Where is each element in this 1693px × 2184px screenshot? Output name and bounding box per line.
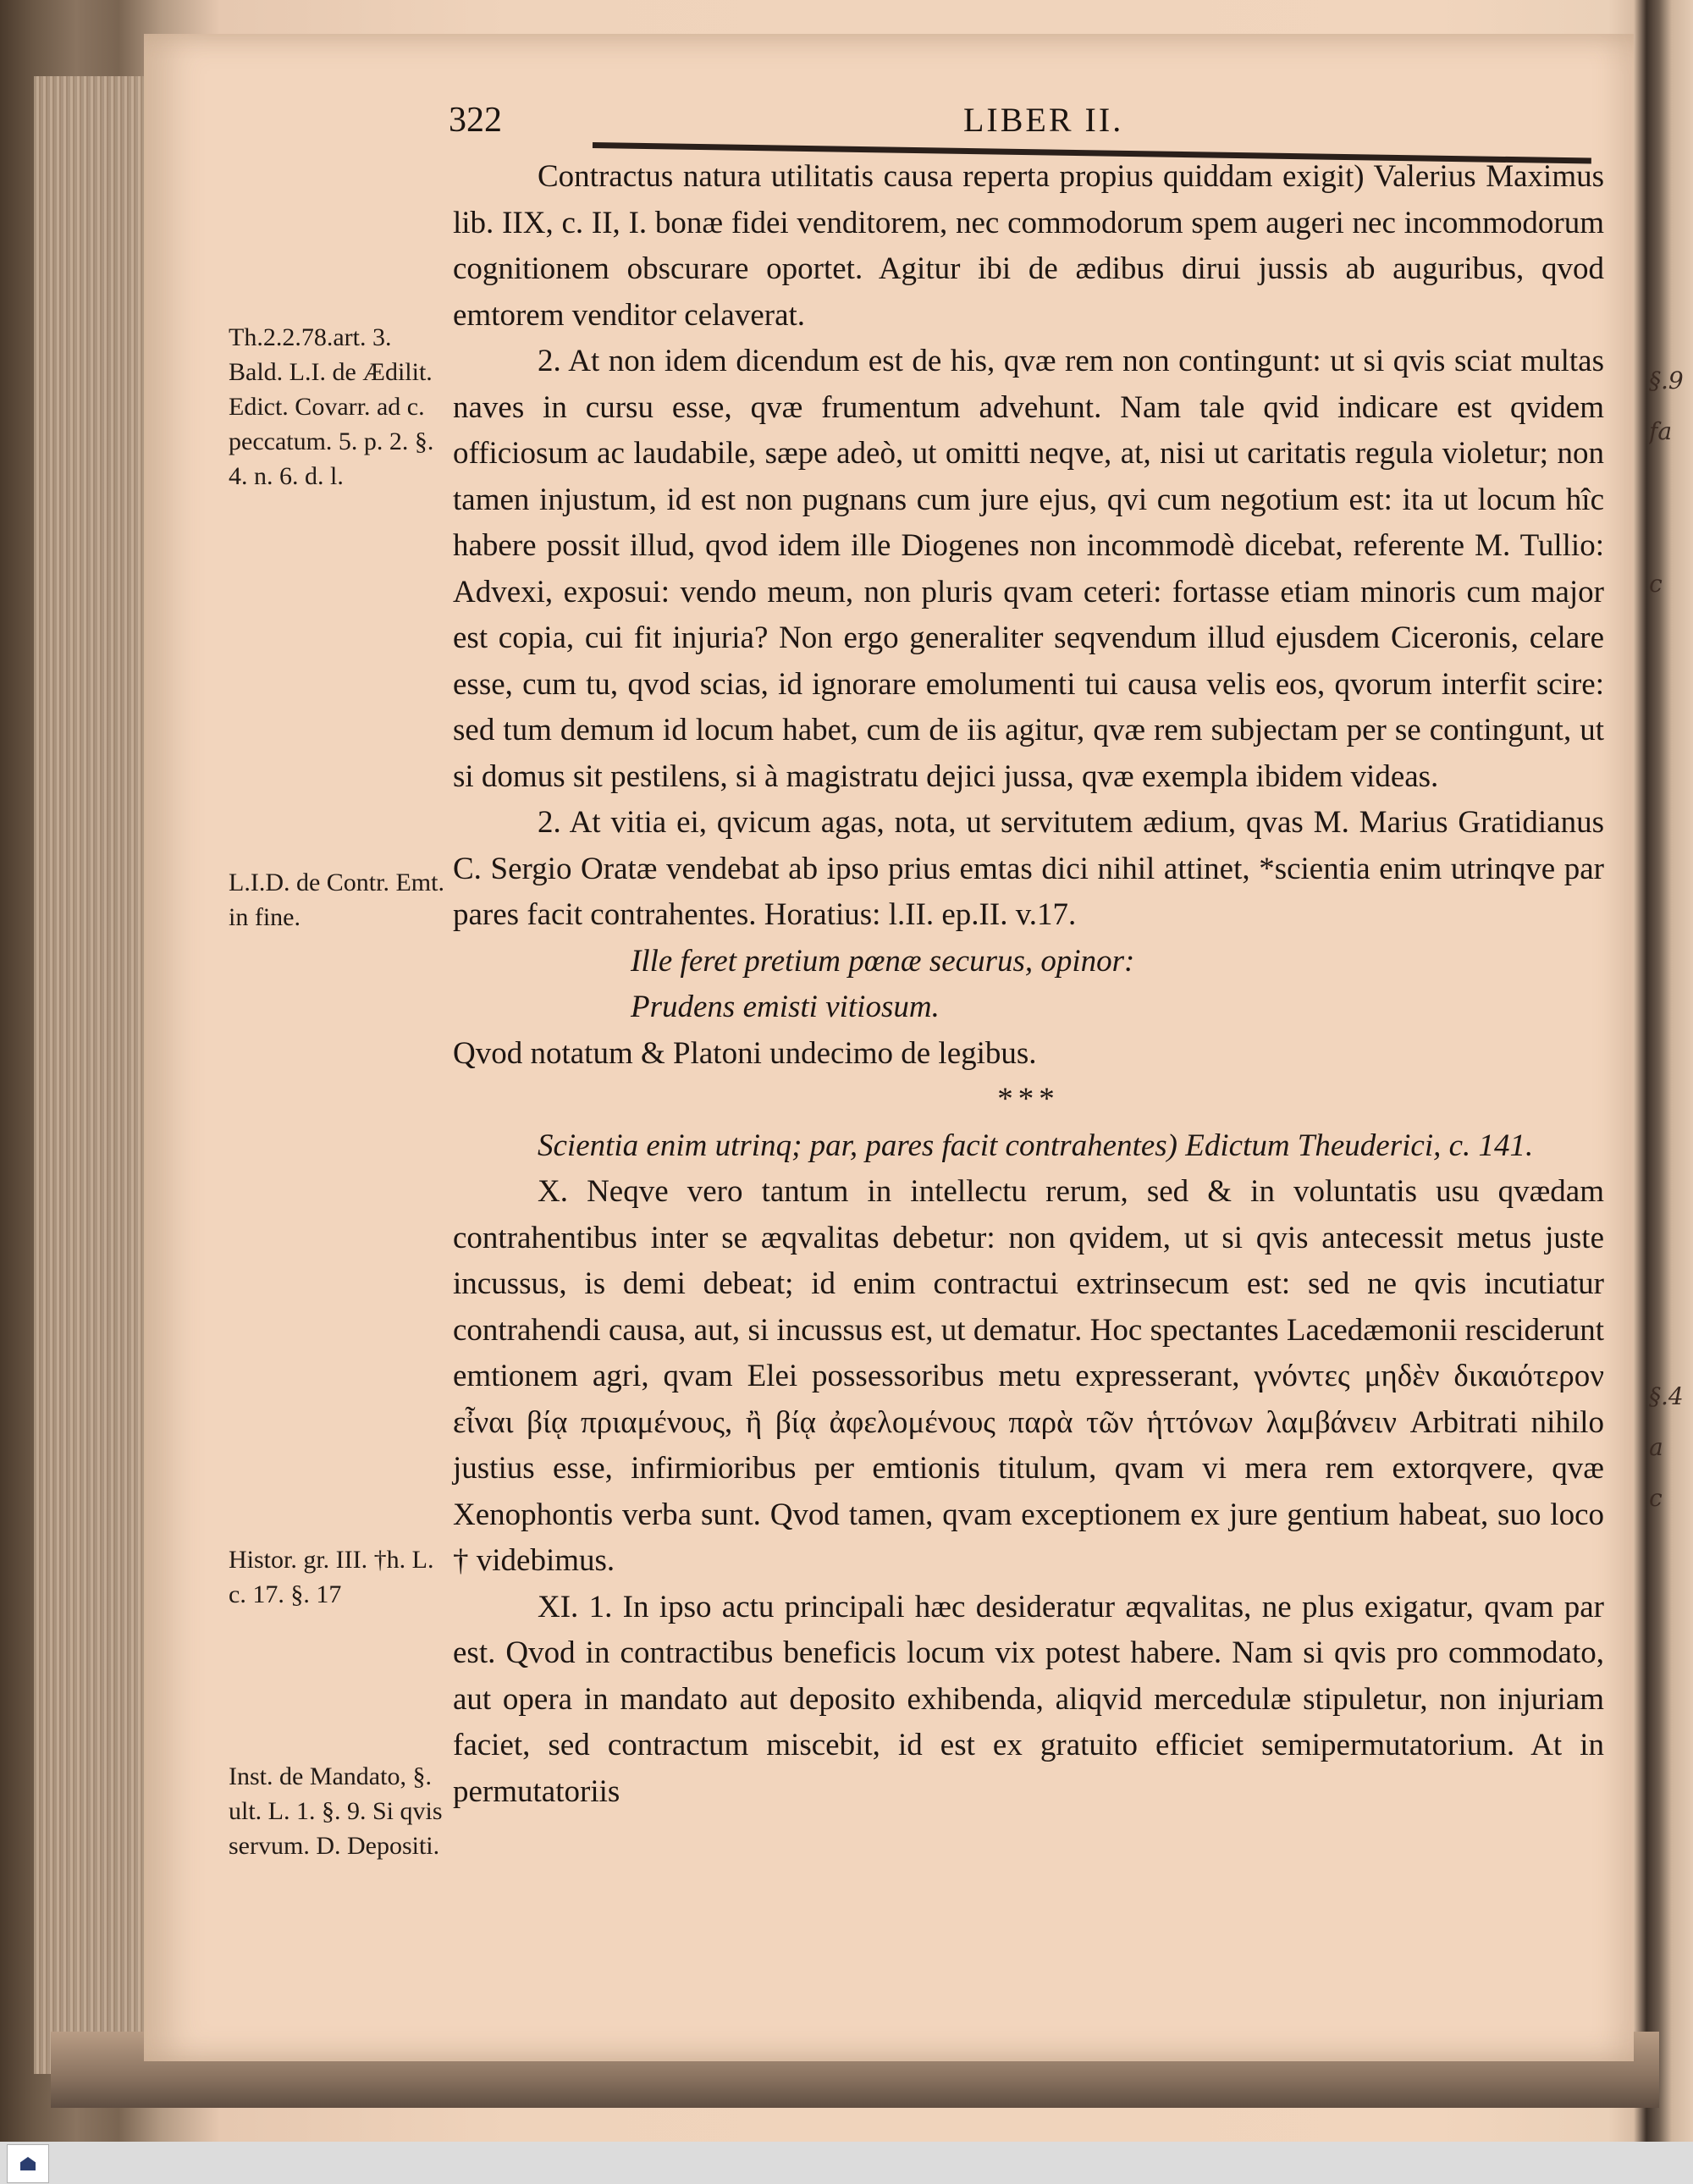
paragraph: Scientia enim utrinq; par, pares facit contrahentes) Edictum Theuderici, c. 141.: [538, 1128, 1534, 1163]
page-number: 322: [449, 101, 502, 140]
margin-note: Th.2.2.78.art. 3. Bald. L.I. de Ædilit. Edict. Covarr. ad c. peccatum. 5. p. 2. §. 4. n. 6. d. l.: [229, 323, 434, 490]
library-logo: [7, 2144, 49, 2183]
annotation-mark: fa: [1649, 417, 1673, 445]
paragraph: Contractus natura utilitatis causa reperta propius quiddam exigit) Valerius Maximus lib. IIX, c. II, I. bonæ fidei venditorem, nec commodorum spem augeri nec incommodorum cognitionem obscurare oportet. Agitur ibi de ædibus dirui jussis ab auguribus, qvod emtorem venditor celaverat.: [453, 159, 1604, 333]
section-stars: ***: [997, 1082, 1060, 1117]
main-text: [453, 154, 1604, 1815]
paragraph: 2. At vitia ei, qvicum agas, nota, ut servitutem ædium, qvas M. Marius Gratidianus C. Sergio Oratæ vendebat ab ipso prius emtas dici nihil attinet, *scientia enim utrinqve par pares facit contrahentes. Horatius: l.II. ep.II. v.17.: [453, 805, 1604, 932]
paragraph: X. Neqve vero tantum in intellectu rerum, sed & in voluntatis usu qvædam contrahentibus inter se æqvalitas debetur: non qvidem, ut si qvis antecessit metus juste incussus, is demi debeat; id enim contractui extrinsecum est: sed ne qvis incutiatur contrahendi causa, aut, si incussus est, ut dematur. Hoc spectantes Lacedæmonii resciderunt emtionem agri, qvam Elei possessoribus metu expresserant, γνόντες μηδὲν δικαιότερον εἶναι βίᾳ πριαμένους, ἢ βίᾳ ἀφελομένους παρὰ τῶν ἡττόνων λαμβάνειν Arbitrati nihilo justius esse, infirmioribus per emtionis titulum, qvam vi mera rem extorqvere, qvæ Xenophontis verba sunt. Qvod tamen, qvam exceptionem ex jure gentium habeat, suo loco † videbimus.: [453, 1174, 1604, 1578]
library-logo-icon: [20, 2157, 36, 2170]
margin-note: Histor. gr. III. †h. L. c. 17. §. 17: [229, 1546, 434, 1608]
page-edges: [34, 76, 161, 2074]
running-head: LIBER II.: [963, 101, 1124, 139]
verse-line: Ille feret pretium pœnæ securus, opinor:: [631, 943, 1135, 979]
paragraph: Qvod notatum & Platoni undecimo de legibus.: [453, 1035, 1037, 1071]
annotation-mark: §.4: [1649, 1382, 1684, 1410]
facing-page-annotations: [1649, 322, 1691, 1761]
viewer-footer: [0, 2142, 1693, 2184]
margin-note: L.I.D. de Contr. Emt. in fine.: [229, 869, 444, 931]
annotation-mark: c: [1649, 570, 1663, 598]
paragraph: XI. 1. In ipso actu principali hæc desideratur æqvalitas, ne plus exigatur, qvam par est. Qvod in contractibus beneficis locum vix potest habere. Nam si qvis pro commodato, aut opera in mandato aut deposito exhibenda, aliqvid mercedulæ stipuletur, non injuriam faciet, sed contractum miscebit, id est ex gratuito efficiet semipermutatorium. At in permutatoriis: [453, 1589, 1604, 1809]
annotation-mark: §.9: [1649, 367, 1684, 394]
verse-line: Prudens emisti vitiosum.: [631, 990, 940, 1024]
annotation-mark: c: [1649, 1484, 1663, 1512]
paragraph: 2. At non idem dicendum est de his, qvæ rem non contingunt: ut si qvis sciat multas naves in cursu esse, qvæ frumentum advehunt. Nam tale qvid indicare est qvidem officiosum ac laudabile, sæpe adeò, ut omitti neqve, at, nisi ut caritatis regula violetur; non tamen injustum, id est non pugnans cum jure ejus, qvi cum negotium est: ita ut locum hîc habere possit illud, qvod idem ille Diogenes non incommodè dicebat, referente M. Tullio: Advexi, exposui: vendo meum, non pluris qvam ceteri: fortasse etiam minoris cum major est copia, cui fit injuria? Non ergo generaliter seqvendum illud ejusdem Ciceronis, celare esse, cum tu, qvod scias, id ignorare emolumenti tui causa velis eos, qvorum interfit scire: sed tum demum id locum habet, cum de iis agitur, qvæ rem subjectam per se contingunt, ut si domus sit pestilens, si à magistratu dejici jussa, qvæ exempla ibidem videas.: [453, 344, 1604, 794]
margin-note: Inst. de Mandato, §. ult. L. 1. §. 9. Si qvis servum. D. Depositi.: [229, 1762, 443, 1860]
annotation-mark: a: [1649, 1433, 1663, 1461]
